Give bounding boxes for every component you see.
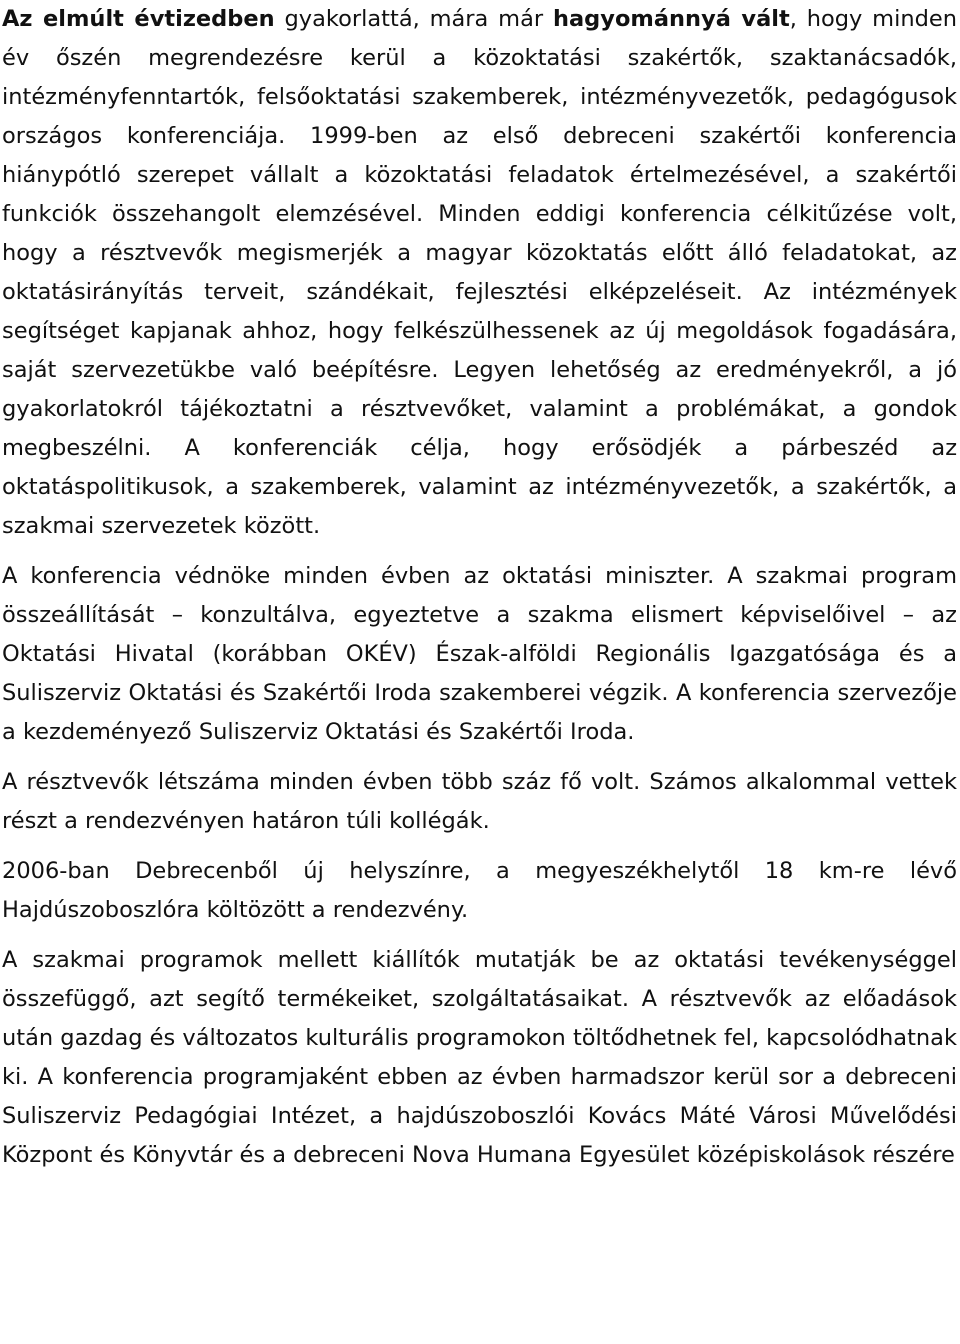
paragraph-programs: A szakmai programok mellett kiállítók mutatják be az oktatási tevékenységgel összefüggő, azt segítő termékeiket, szolgáltatásaikat. A résztvevők az előadások után gazdag és változatos kulturális programokon töltődhetnek fel, kapcsolódhatnak ki. A konferencia programjaként ebben az évben harmadszor kerül sor a debreceni Suliszerviz Pedagógiai Intézet, a hajdúszoboszlói Kovács Máté Városi Művelődési Központ és Könyvtár és a debreceni Nova Humana Egyesület középiskolások részére — [2, 947, 957, 1168]
paragraph-participants: A résztvevők létszáma minden évben több száz fő volt. Számos alkalommal vettek részt a rendezvényen határon túli kollégák. — [2, 769, 957, 834]
bold-phrase-decade: Az elmúlt évtizedben — [2, 6, 275, 32]
paragraph-intro-text-a: gyakorlattá, mára már — [274, 6, 553, 32]
paragraph-intro — [2, 0, 957, 546]
document-page — [2, 0, 957, 1175]
paragraph-patron: A konferencia védnöke minden évben az oktatási miniszter. A szakmai program összeállítását – konzultálva, egyeztetve a szakma elismert képviselőivel – az Oktatási Hivatal (korábban OKÉV) Észak-alföldi Regionális Igazgatósága és a Suliszerviz Oktatási és Szakértői Iroda szakemberei végzik. A konferencia szervezője a kezdeményező Suliszerviz Oktatási és Szakértői Iroda. — [2, 563, 957, 745]
paragraph-intro-text-b: , hogy minden év őszén megrendezésre kerül a közoktatási szakértők, szaktanácsadók, intézményfenntartók, felsőoktatási szakemberek, intézményvezetők, pedagógusok országos konferenciája. 1999-ben az első debreceni szakértői konferencia hiánypótló szerepet vállalt a közoktatási feladatok értelmezésével, a szakértői funkciók összehangolt elemzésével. Minden eddigi konferencia célkitűzése volt, hogy a résztvevők megismerjék a magyar közoktatás előtt álló feladatokat, az oktatásirányítás terveit, szándékait, fejlesztési elképzeléseit. Az intézmények segítséget kapjanak ahhoz, hogy felkészülhessenek az új megoldások fogadására, saját szervezetükbe való beépítésre. Legyen lehetőség az eredményekről, a jó gyakorlatokról tájékoztatni a résztvevőket, valamint a problémákat, a gondok megbeszélni. A konferenciák célja, hogy erősödjék a párbeszéd az oktatáspolitikusok, a szakemberek, valamint az intézményvezetők, a szakértők, a szakmai szervezetek között. — [2, 6, 957, 539]
bold-phrase-tradition: hagyománnyá vált — [552, 6, 790, 32]
paragraph-venue: 2006-ban Debrecenből új helyszínre, a megyeszékhelytől 18 km-re lévő Hajdúszoboszlóra költözött a rendezvény. — [2, 858, 957, 923]
